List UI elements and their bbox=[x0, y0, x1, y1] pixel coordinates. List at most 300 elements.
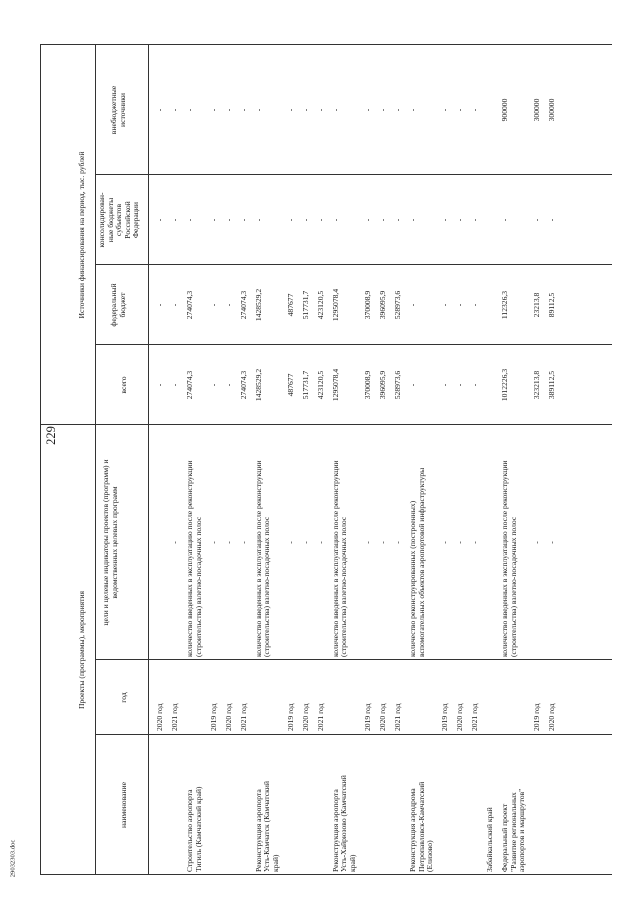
header-regional-line: ные бюджеты bbox=[105, 197, 115, 243]
header-federal-line: бюджет bbox=[117, 292, 127, 318]
row-regional-line: - bbox=[440, 218, 450, 222]
row-goal-line: вспомогательных объектов аэропортовой инфраструктуры bbox=[416, 467, 426, 657]
header-regional-line: субъектов bbox=[114, 203, 124, 237]
row-federal bbox=[501, 267, 510, 343]
row-extrabudget-line: - bbox=[455, 108, 465, 112]
row-year bbox=[302, 704, 311, 731]
row-total bbox=[456, 347, 465, 423]
row-name-line: Реконструкция аэропорта bbox=[253, 789, 263, 872]
row-total-line: - bbox=[470, 383, 480, 387]
row-extrabudget-line: - bbox=[393, 108, 402, 112]
column-divider-2 bbox=[95, 344, 612, 345]
row-regional bbox=[210, 177, 219, 263]
row-total bbox=[364, 347, 373, 423]
row-name-line: аэропортов и маршрутов" bbox=[517, 788, 527, 872]
row-regional-line: - bbox=[363, 218, 372, 222]
row-federal bbox=[317, 267, 326, 343]
row-regional bbox=[441, 177, 450, 263]
row-extrabudget-line: - bbox=[470, 108, 480, 112]
row-regional-line: - bbox=[532, 218, 542, 222]
row-goal bbox=[240, 428, 249, 657]
row-total-line: - bbox=[223, 383, 233, 387]
row-extrabudget-line: 300000 bbox=[547, 98, 557, 122]
row-total-line: 1428529,2 bbox=[253, 368, 263, 402]
row-total bbox=[186, 347, 195, 423]
footer-filename: 29032303.doc bbox=[9, 839, 17, 878]
row-extrabudget bbox=[533, 47, 542, 173]
row-regional bbox=[548, 177, 557, 263]
row-regional-line: - bbox=[378, 218, 387, 222]
row-federal-line: - bbox=[470, 303, 480, 307]
row-year-line: 2020 год bbox=[155, 703, 164, 731]
row-year bbox=[156, 704, 165, 731]
row-federal bbox=[533, 267, 542, 343]
row-federal-line: 274074,3 bbox=[185, 290, 194, 320]
row-federal-line: 112326,3 bbox=[500, 290, 510, 320]
row-federal-line: 1428529,2 bbox=[253, 288, 263, 322]
row-total bbox=[302, 347, 311, 423]
row-regional bbox=[394, 177, 403, 263]
row-federal bbox=[287, 267, 296, 343]
row-goal-line: - bbox=[208, 541, 218, 544]
column-divider-1 bbox=[95, 659, 612, 660]
row-total bbox=[501, 347, 510, 423]
row-regional bbox=[409, 177, 418, 263]
row-name-line: Петропавловск-Камчатский bbox=[416, 781, 426, 872]
row-extrabudget bbox=[471, 47, 480, 173]
row-extrabudget bbox=[287, 47, 296, 173]
row-total-line: - bbox=[455, 383, 465, 387]
row-total bbox=[441, 347, 450, 423]
row-year bbox=[317, 704, 326, 731]
row-regional bbox=[171, 177, 180, 263]
table-top-border bbox=[40, 45, 41, 875]
row-goal bbox=[255, 461, 272, 658]
row-regional-line: - bbox=[185, 218, 194, 222]
row-federal-line: 370008,9 bbox=[363, 290, 372, 320]
row-goal-line: (строительства) взлетно-посадочных полос bbox=[508, 516, 518, 657]
row-name bbox=[186, 787, 203, 872]
row-extrabudget bbox=[364, 47, 373, 173]
row-name-line: Реконструкция аэродрома bbox=[408, 788, 417, 872]
row-goal-line: количество реконструированных (построенных) bbox=[408, 500, 417, 657]
row-goal bbox=[317, 428, 326, 657]
row-total bbox=[379, 347, 388, 423]
row-year bbox=[394, 704, 403, 731]
row-regional bbox=[364, 177, 373, 263]
row-regional-line: - bbox=[285, 218, 295, 222]
row-regional bbox=[379, 177, 388, 263]
row-federal-line: 396095,9 bbox=[378, 290, 387, 320]
row-goal-line: количество введенных в эксплуатацию после реконструкции bbox=[330, 460, 340, 657]
row-total bbox=[394, 347, 403, 423]
row-goal-line: - bbox=[363, 541, 372, 544]
row-year bbox=[533, 704, 542, 731]
row-total-line: 323213,8 bbox=[532, 370, 542, 400]
row-extrabudget bbox=[548, 47, 557, 173]
row-regional bbox=[533, 177, 542, 263]
row-total-line: 396095,9 bbox=[378, 370, 387, 400]
row-regional-line: - bbox=[547, 218, 557, 222]
row-extrabudget bbox=[456, 47, 465, 173]
row-regional bbox=[302, 177, 311, 263]
row-total-line: 1012226,3 bbox=[500, 368, 510, 402]
row-year bbox=[441, 704, 450, 731]
row-regional bbox=[240, 177, 249, 263]
row-extrabudget bbox=[441, 47, 450, 173]
row-federal-line: - bbox=[208, 303, 218, 307]
row-year-line: 2021 год bbox=[238, 703, 248, 731]
header-year-line: год bbox=[119, 692, 128, 703]
row-total bbox=[471, 347, 480, 423]
row-extrabudget-line: - bbox=[285, 108, 295, 112]
row-total-line: 370008,9 bbox=[363, 370, 372, 400]
row-regional-line: - bbox=[315, 218, 325, 222]
row-regional-line: - bbox=[238, 218, 248, 222]
row-name bbox=[255, 781, 281, 872]
row-goal bbox=[409, 468, 426, 657]
row-extrabudget-line: - bbox=[238, 108, 248, 112]
column-divider-4 bbox=[95, 174, 612, 175]
row-total bbox=[255, 347, 264, 423]
row-year-line: 2020 год bbox=[223, 703, 233, 731]
header-projects-line: Проекты (программы), мероприятия bbox=[77, 590, 86, 710]
row-year-line: 2020 год bbox=[455, 703, 465, 731]
row-name-line: "Развитие региональных bbox=[508, 792, 518, 872]
row-extrabudget bbox=[302, 47, 311, 173]
row-total bbox=[171, 347, 180, 423]
row-year-line: 2020 год bbox=[378, 703, 387, 731]
row-regional-line: - bbox=[470, 218, 480, 222]
row-regional bbox=[186, 177, 195, 263]
row-year bbox=[287, 704, 296, 731]
row-regional bbox=[501, 177, 510, 263]
row-extrabudget-line: - bbox=[315, 108, 325, 112]
row-goal-line: - bbox=[285, 541, 295, 544]
row-goal-line: - bbox=[223, 541, 233, 544]
header-sources-line: Источники финансирования на период, тыс. рублей bbox=[77, 151, 86, 319]
header-regional-line: Федерации bbox=[131, 202, 141, 238]
row-goal bbox=[302, 428, 311, 657]
row-regional bbox=[225, 177, 234, 263]
row-federal-line: 487677 bbox=[285, 293, 295, 317]
row-goal bbox=[364, 428, 373, 657]
row-year-line: 2019 год bbox=[363, 703, 372, 731]
row-extrabudget bbox=[317, 47, 326, 173]
row-goal bbox=[379, 428, 388, 657]
row-regional-line: - bbox=[208, 218, 218, 222]
row-total-line: 274074,3 bbox=[238, 370, 248, 400]
row-extrabudget-line: - bbox=[223, 108, 233, 112]
header-goals-line: цели и целевые индикаторы проектов (программ) и bbox=[101, 459, 110, 626]
row-total bbox=[533, 347, 542, 423]
row-year bbox=[225, 704, 234, 731]
row-extrabudget bbox=[394, 47, 403, 173]
row-goal bbox=[210, 428, 219, 657]
row-federal-line: - bbox=[223, 303, 233, 307]
row-federal-line: 528973,6 bbox=[393, 290, 402, 320]
row-name-line: (Елизово) bbox=[425, 840, 435, 872]
row-goal bbox=[332, 461, 349, 658]
row-extrabudget bbox=[171, 47, 180, 173]
row-goal-line: - bbox=[170, 541, 179, 544]
column-divider-0 bbox=[95, 734, 612, 735]
row-federal bbox=[171, 267, 180, 343]
row-extrabudget bbox=[186, 47, 195, 173]
row-federal-line: - bbox=[170, 303, 179, 307]
row-extrabudget-line: - bbox=[253, 108, 263, 112]
row-goal-line: количество введенных в эксплуатацию после реконструкции bbox=[500, 460, 510, 657]
row-year-line: 2020 год bbox=[300, 703, 310, 731]
row-total-line: 487677 bbox=[285, 373, 295, 397]
header-year bbox=[120, 660, 129, 735]
header-extrabudget-line: внебюджетные bbox=[109, 85, 118, 135]
row-federal bbox=[548, 267, 557, 343]
row-total bbox=[409, 347, 418, 423]
row-extrabudget bbox=[210, 47, 219, 173]
row-regional bbox=[255, 177, 264, 263]
row-goal bbox=[171, 428, 180, 657]
row-federal bbox=[456, 267, 465, 343]
row-year-line: 2021 год bbox=[470, 703, 480, 731]
row-name-line: Тигиль (Камчатский край) bbox=[193, 786, 203, 872]
row-year-line: 2021 год bbox=[315, 703, 325, 731]
row-extrabudget-line: - bbox=[408, 108, 417, 112]
row-federal-line: - bbox=[440, 303, 450, 307]
row-goal-line: - bbox=[532, 541, 542, 544]
row-federal bbox=[240, 267, 249, 343]
row-federal-line: 89112,5 bbox=[547, 292, 557, 318]
row-total bbox=[332, 347, 341, 423]
row-goal-line: (строительства) взлетно-посадочных полос bbox=[339, 516, 349, 657]
row-goal-line: (строительства) взлетно-посадочных полос bbox=[262, 516, 272, 657]
row-goal-line: - bbox=[393, 541, 402, 544]
row-goal bbox=[456, 428, 465, 657]
row-extrabudget-line: - bbox=[363, 108, 372, 112]
row-federal-line: - bbox=[455, 303, 465, 307]
row-federal bbox=[394, 267, 403, 343]
row-name-line: Реконструкция аэропорта bbox=[330, 789, 340, 872]
row-goal bbox=[471, 428, 480, 657]
header-goals-line: ведомственных целевых программ bbox=[109, 486, 119, 599]
row-federal bbox=[364, 267, 373, 343]
row-federal-line: 517731,7 bbox=[300, 290, 310, 320]
header-bottom-border bbox=[148, 45, 149, 875]
row-goal-line: количество введенных в эксплуатацию после реконструкции bbox=[185, 460, 194, 657]
row-extrabudget-line: 900000 bbox=[500, 98, 510, 122]
row-regional-line: - bbox=[408, 218, 417, 222]
row-year bbox=[240, 704, 249, 731]
row-extrabudget-line: - bbox=[170, 108, 179, 112]
row-extrabudget-line: - bbox=[330, 108, 340, 112]
row-year bbox=[548, 704, 557, 731]
row-regional-line: - bbox=[300, 218, 310, 222]
page-number: 229 bbox=[43, 426, 58, 445]
row-goal-line: - bbox=[455, 541, 465, 544]
row-year-line: 2020 год bbox=[547, 703, 557, 731]
row-goal-line: - bbox=[300, 541, 310, 544]
row-goal bbox=[225, 428, 234, 657]
row-extrabudget-line: 300000 bbox=[532, 98, 542, 122]
row-regional bbox=[317, 177, 326, 263]
row-total bbox=[240, 347, 249, 423]
row-total-line: 1295078,4 bbox=[330, 368, 340, 402]
header-regional-line: консолидирован- bbox=[97, 192, 106, 248]
row-federal-line: 1295078,4 bbox=[330, 288, 340, 322]
header-name-line: наименование bbox=[119, 782, 128, 828]
row-year-line: 2019 год bbox=[440, 703, 450, 731]
row-extrabudget bbox=[332, 47, 341, 173]
row-name-line: Усть-Хайрюзово (Камчатский bbox=[339, 775, 349, 872]
row-extrabudget bbox=[379, 47, 388, 173]
header-row1-border bbox=[95, 45, 96, 875]
row-total bbox=[225, 347, 234, 423]
row-extrabudget-line: - bbox=[378, 108, 387, 112]
row-goal-line: - bbox=[440, 541, 450, 544]
row-federal bbox=[210, 267, 219, 343]
row-regional-line: - bbox=[455, 218, 465, 222]
row-federal-line: 23213,8 bbox=[532, 292, 542, 318]
row-name-line: край) bbox=[270, 854, 280, 872]
header-total bbox=[120, 345, 129, 425]
row-goal-line: (строительства) взлетно-посадочных полос bbox=[193, 516, 203, 657]
row-total-line: - bbox=[208, 383, 218, 387]
header-regional bbox=[98, 175, 141, 265]
row-federal bbox=[471, 267, 480, 343]
row-federal bbox=[225, 267, 234, 343]
row-year-line: 2021 год bbox=[170, 703, 179, 731]
row-regional bbox=[456, 177, 465, 263]
row-name bbox=[486, 807, 495, 872]
row-total-line: 274074,3 bbox=[185, 370, 194, 400]
row-extrabudget-line: - bbox=[155, 108, 164, 112]
row-goal-line: - bbox=[378, 541, 387, 544]
row-extrabudget bbox=[409, 47, 418, 173]
row-goal-line: - bbox=[238, 541, 248, 544]
row-extrabudget bbox=[156, 47, 165, 173]
row-extrabudget-line: - bbox=[208, 108, 218, 112]
row-federal bbox=[379, 267, 388, 343]
row-total bbox=[548, 347, 557, 423]
row-year-line: 2021 год bbox=[393, 703, 402, 731]
row-total bbox=[156, 347, 165, 423]
row-year-line: 2019 год bbox=[208, 703, 218, 731]
row-goal bbox=[186, 461, 203, 658]
row-federal bbox=[186, 267, 195, 343]
row-name-line: Федеральный проект bbox=[500, 803, 510, 872]
row-total bbox=[210, 347, 219, 423]
row-total-line: 389112,5 bbox=[547, 370, 557, 400]
row-goal bbox=[501, 461, 518, 658]
row-name-line: Строительство аэропорта bbox=[185, 789, 194, 872]
row-extrabudget bbox=[225, 47, 234, 173]
column-divider-3 bbox=[95, 264, 612, 265]
header-regional-line: Российской bbox=[122, 201, 132, 239]
row-regional-line: - bbox=[253, 218, 263, 222]
row-total-line: 517731,7 bbox=[300, 370, 310, 400]
row-year bbox=[364, 704, 373, 731]
row-name-line: край) bbox=[347, 854, 357, 872]
row-regional-line: - bbox=[500, 218, 510, 222]
row-federal bbox=[255, 267, 264, 343]
row-name bbox=[501, 789, 527, 872]
row-regional bbox=[156, 177, 165, 263]
row-extrabudget bbox=[255, 47, 264, 173]
row-regional bbox=[332, 177, 341, 263]
row-extrabudget-line: - bbox=[300, 108, 310, 112]
row-federal bbox=[332, 267, 341, 343]
header-extrabudget bbox=[110, 45, 127, 175]
row-goal-line: количество введенных в эксплуатацию после реконструкции bbox=[253, 460, 263, 657]
row-goal bbox=[533, 428, 542, 657]
row-year-line: 2019 год bbox=[532, 703, 542, 731]
row-goal-line: - bbox=[470, 541, 480, 544]
row-extrabudget bbox=[501, 47, 510, 173]
row-total-line: - bbox=[155, 383, 164, 387]
row-extrabudget bbox=[240, 47, 249, 173]
row-goal-line: - bbox=[547, 541, 557, 544]
row-federal-line: 274074,3 bbox=[238, 290, 248, 320]
row-name bbox=[332, 775, 358, 872]
header-sources bbox=[78, 45, 87, 425]
row-total-line: - bbox=[170, 383, 179, 387]
row-year-line: 2019 год bbox=[285, 703, 295, 731]
row-federal bbox=[409, 267, 418, 343]
header-goals bbox=[102, 425, 119, 660]
header-projects bbox=[78, 425, 87, 875]
row-total-line: 423120,5 bbox=[315, 370, 325, 400]
row-federal-line: - bbox=[155, 303, 164, 307]
row-name-line: Усть-Камчатск (Камчатский bbox=[262, 781, 272, 872]
row-year bbox=[379, 704, 388, 731]
header-total-line: всего bbox=[119, 376, 128, 394]
row-federal-line: 423120,5 bbox=[315, 290, 325, 320]
row-regional bbox=[471, 177, 480, 263]
row-goal bbox=[394, 428, 403, 657]
row-total-line: - bbox=[440, 383, 450, 387]
row-regional-line: - bbox=[393, 218, 402, 222]
row-federal bbox=[302, 267, 311, 343]
row-federal-line: - bbox=[408, 303, 417, 307]
row-federal bbox=[441, 267, 450, 343]
row-goal-line: - bbox=[315, 541, 325, 544]
row-total-line: 528973,6 bbox=[393, 370, 402, 400]
row-extrabudget-line: - bbox=[440, 108, 450, 112]
header-federal-line: федеральный bbox=[109, 283, 118, 327]
row-regional-line: - bbox=[330, 218, 340, 222]
row-regional bbox=[287, 177, 296, 263]
header-name bbox=[120, 735, 129, 875]
row-name bbox=[409, 782, 435, 872]
header-federal bbox=[110, 265, 127, 345]
row-total bbox=[287, 347, 296, 423]
row-total-line: - bbox=[408, 383, 417, 387]
row-total bbox=[317, 347, 326, 423]
row-goal bbox=[287, 428, 296, 657]
row-name-line: Забайкальский край bbox=[485, 807, 495, 872]
row-regional-line: - bbox=[155, 218, 164, 222]
row-year bbox=[171, 704, 180, 731]
row-regional-line: - bbox=[170, 218, 179, 222]
row-year bbox=[471, 704, 480, 731]
row-federal bbox=[156, 267, 165, 343]
row-goal bbox=[441, 428, 450, 657]
row-extrabudget-line: - bbox=[185, 108, 194, 112]
row-regional-line: - bbox=[223, 218, 233, 222]
header-extrabudget-line: источники bbox=[117, 93, 127, 127]
row-year bbox=[456, 704, 465, 731]
row-year bbox=[210, 704, 219, 731]
